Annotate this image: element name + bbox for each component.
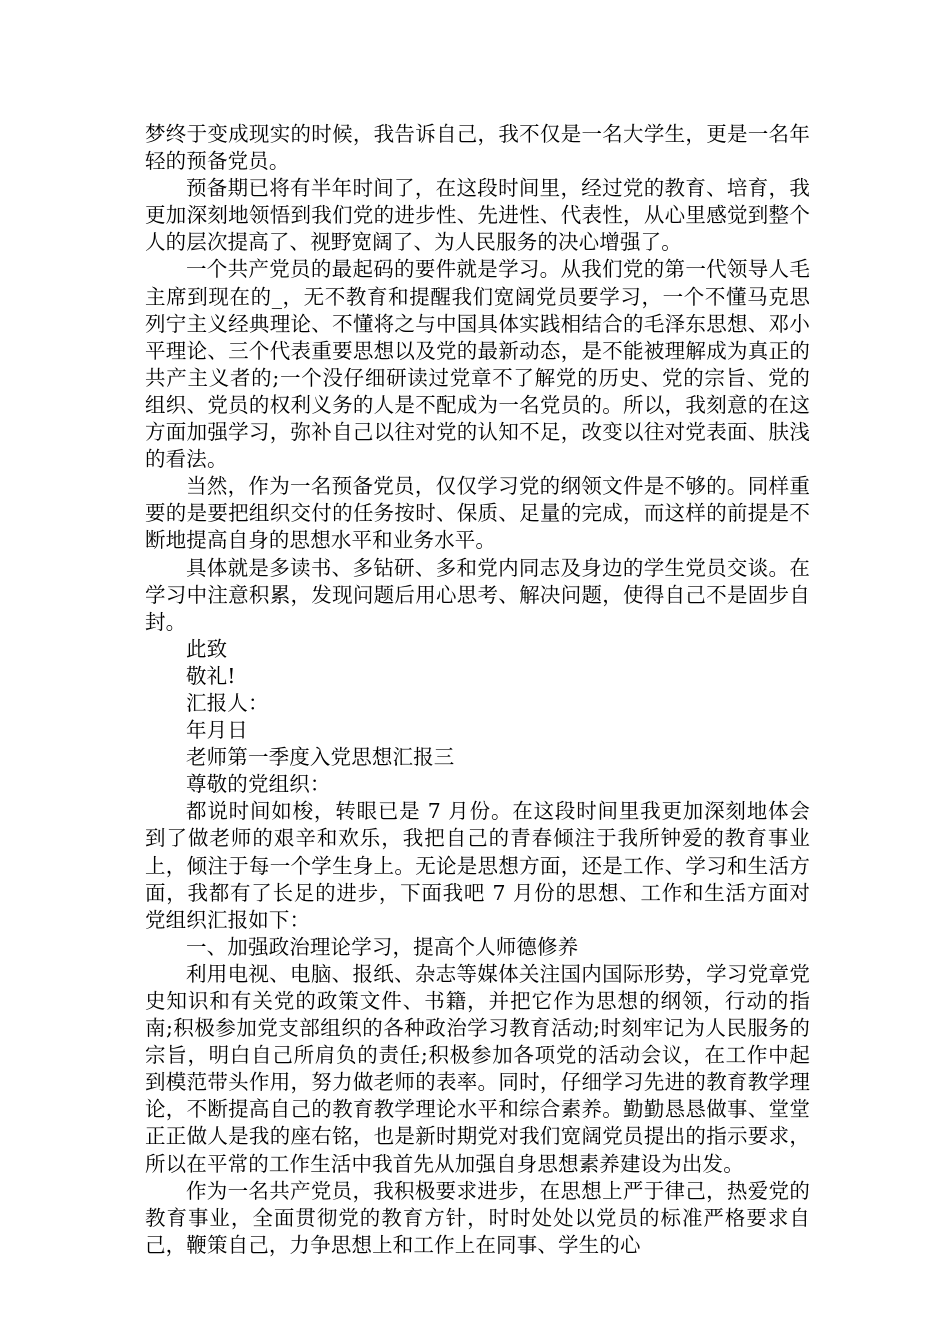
paragraph-party-member: 作为一名共产党员，我积极要求进步，在思想上严于律己，热爱党的教育事业，全面贯彻党的教育方针，时时处处以党员的标准严格要求自己，鞭策自己，力争思想上和工作上在同事、学生的心: [145, 1178, 810, 1257]
closing-respect: 敬礼!: [186, 663, 236, 688]
paragraph-probation-period: 预备期已将有半年时间了，在这段时间里，经过党的教育、培育，我更加深刻地领悟到我们党的进步性、先进性、代表性，从心里感觉到整个人的层次提高了、视野宽阔了、为人民服务的决心增强了。: [145, 176, 810, 255]
document-body: [145, 121, 810, 1259]
report-title: 老师第一季度入党思想汇报三: [186, 745, 455, 770]
closing-salutation: 此致: [186, 636, 228, 661]
paragraph-tasks: 当然，作为一名预备党员，仅仅学习党的纲领文件是不够的。同样重要的是要把组织交付的任务按时、保质、足量的完成，而这样的前提是不断地提高自身的思想水平和业务水平。: [145, 474, 810, 553]
greeting: 尊敬的党组织：: [186, 772, 331, 797]
paragraph-july-intro: 都说时间如梭，转眼已是 7 月份。在这段时间里我更加深刻地体会到了做老师的艰辛和欢乐，我把自己的青春倾注于我所钟爱的教育事业上，倾注于每一个学生身上。无论是思想方面，还是工作、学习和生活方面，我都有了长足的进步，下面我吧 7 月份的思想、工作和生活方面对党组织汇报如下：: [145, 799, 810, 932]
paragraph-political-study: 利用电视、电脑、报纸、杂志等媒体关注国内国际形势，学习党章党史知识和有关党的政策文件、书籍，并把它作为思想的纲领，行动的指南;积极参加党支部组织的各种政治学习教育活动;时刻牢记为人民服务的宗旨，明白自己所肩负的责任;积极参加各项党的活动会议，在工作中起到模范带头作用，努力做老师的表率。同时，仔细学习先进的教育教学理论，不断提高自己的教育教学理论水平和综合素养。勤勤恳恳做事、堂堂正正做人是我的座右铭，也是新时期党对我们宽阔党员提出的指示要求，所以在平常的工作生活中我首先从加强自身思想素养建设为出发。: [145, 961, 810, 1176]
reporter-label: 汇报人：: [186, 690, 269, 715]
paragraph-specifics: 具体就是多读书、多钻研、多和党内同志及身边的学生党员交谈。在学习中注意积累，发现问题后用心思考、解决问题，使得自己不是固步自封。: [145, 555, 810, 634]
date-label: 年月日: [186, 718, 248, 743]
section-heading-one: 一、加强政治理论学习，提高个人师德修养: [186, 934, 579, 959]
paragraph-learning: 一个共产党员的最起码的要件就是学习。从我们党的第一代领导人毛主席到现在的_，无不教育和提醒我们宽阔党员要学习，一个不懂马克思列宁主义经典理论、不懂将之与中国具体实践相结合的毛泽东思想、邓小平理论、三个代表重要思想以及党的最新动态，是不能被理解成为真正的共产主义者的;一个没仔细研读过党章不了解党的历史、党的宗旨、党的组织、党员的权利义务的人是不配成为一名党员的。所以，我刻意的在这方面加强学习，弥补自己以往对党的认知不足，改变以往对党表面、肤浅的看法。: [145, 257, 810, 472]
paragraph-continuation: 梦终于变成现实的时候，我告诉自己，我不仅是一名大学生，更是一名年轻的预备党员。: [145, 122, 810, 174]
